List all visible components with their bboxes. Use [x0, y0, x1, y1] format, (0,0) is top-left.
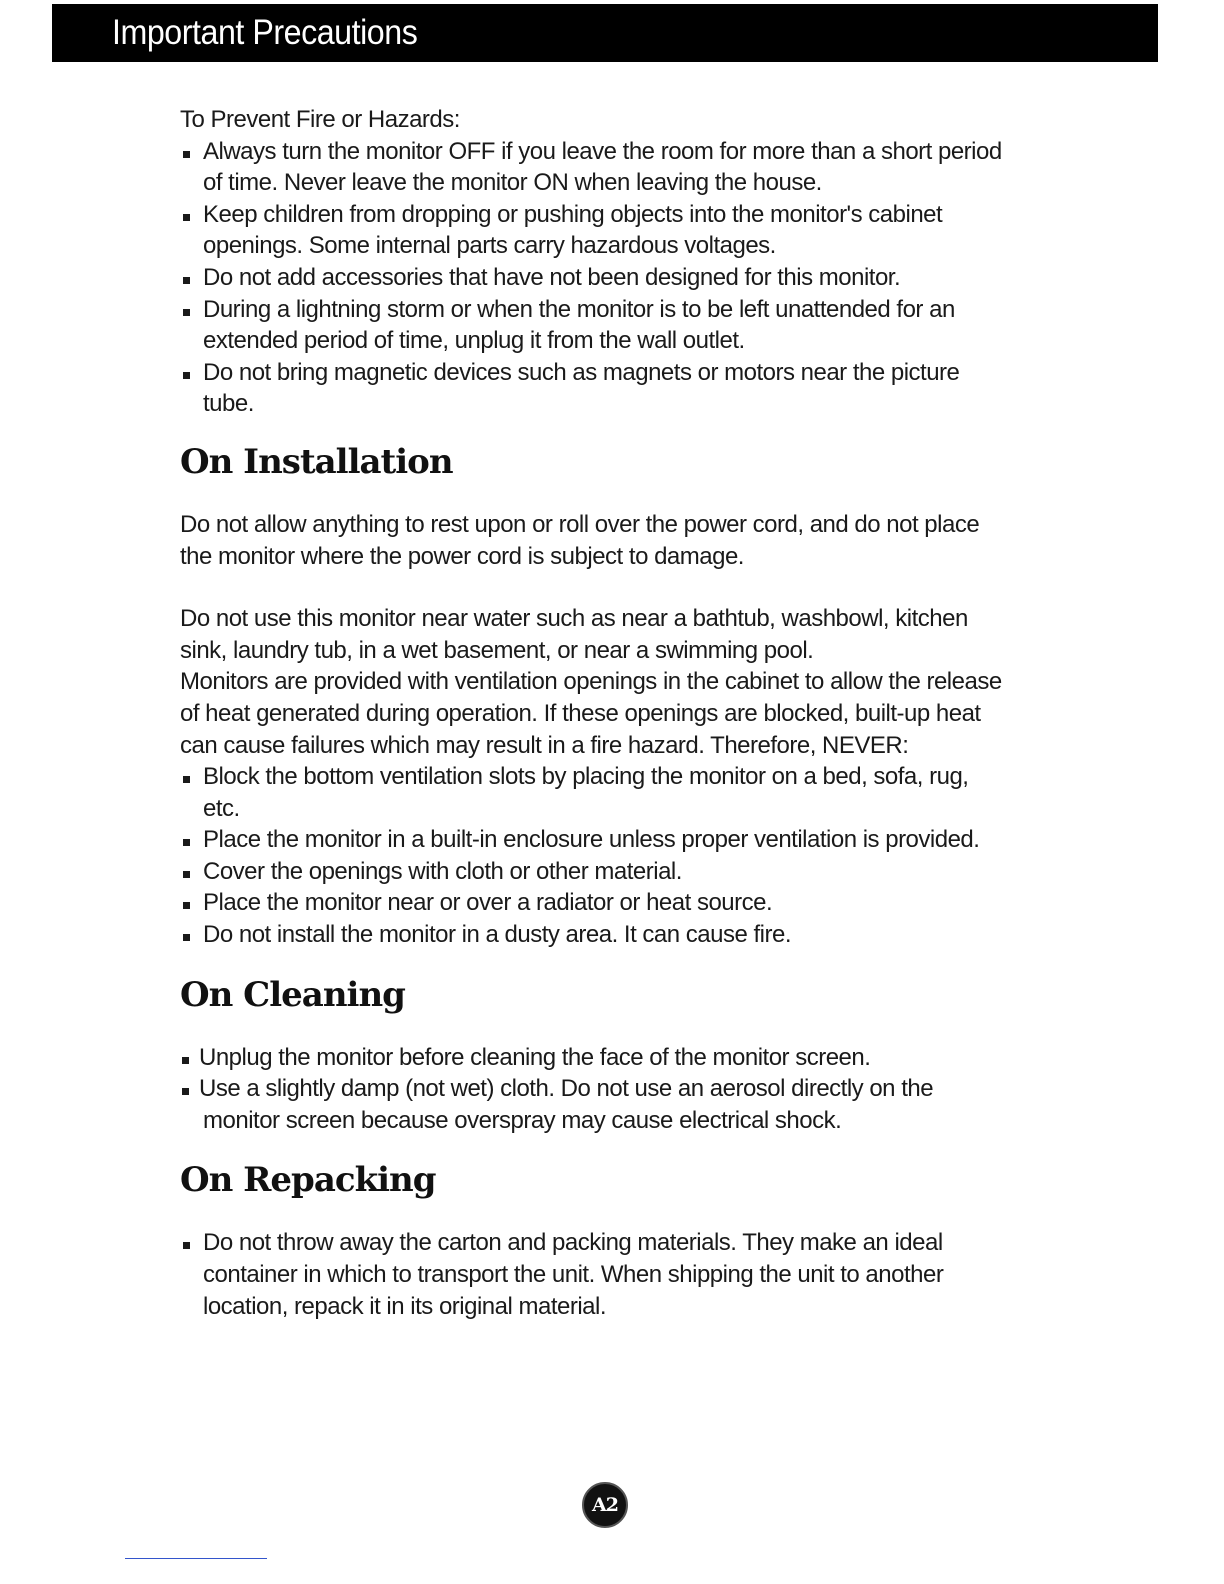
list-item-text: Cover the openings with cloth or other material. — [203, 857, 682, 885]
square-bullet-icon — [182, 1088, 189, 1095]
square-bullet-icon — [183, 902, 190, 909]
list-item — [180, 1042, 1060, 1074]
paragraph-line: Do not allow anything to rest upon or roll over the power cord, and do not place — [180, 510, 980, 538]
list-item — [180, 856, 1060, 888]
list-item — [180, 262, 1060, 294]
paragraph-line: the monitor where the power cord is subject to damage. — [180, 542, 744, 570]
list-item-text: Place the monitor near or over a radiator or heat source. — [203, 889, 773, 917]
fire-intro: To Prevent Fire or Hazards: — [180, 106, 460, 133]
list-item-text: Use a slightly damp (not wet) cloth. Do not use an aerosol directly on the — [199, 1075, 934, 1103]
square-bullet-icon — [183, 934, 190, 941]
list-item — [180, 761, 1060, 824]
paragraph-line: Monitors are provided with ventilation openings in the cabinet to allow the release — [180, 668, 1002, 696]
footer-divider — [125, 1558, 267, 1559]
list-item-text: Do not install the monitor in a dusty area. It can cause fire. — [203, 921, 791, 949]
list-item-text: location, repack it in its original material. — [203, 1292, 607, 1320]
square-bullet-icon — [182, 1057, 189, 1064]
list-item-text: Block the bottom ventilation slots by placing the monitor on a bed, sofa, rug, — [203, 763, 969, 791]
list-item — [180, 294, 1060, 357]
paragraph-line: Do not use this monitor near water such as near a bathtub, washbowl, kitchen — [180, 605, 968, 633]
cleaning-heading: On Cleaning — [180, 974, 405, 1015]
list-item-text: Do not throw away the carton and packing materials. They make an ideal — [203, 1229, 943, 1257]
square-bullet-icon — [183, 277, 190, 284]
list-item-text: During a lightning storm or when the monitor is to be left unattended for an — [203, 295, 955, 323]
square-bullet-icon — [183, 309, 190, 316]
fire-hazards-section — [180, 104, 1060, 420]
list-item — [180, 887, 1060, 919]
paragraph-line: can cause failures which may result in a fire hazard. Therefore, NEVER: — [180, 731, 909, 759]
square-bullet-icon — [183, 372, 190, 379]
square-bullet-icon — [183, 214, 190, 221]
paragraph-line: sink, laundry tub, in a wet basement, or near a swimming pool. — [180, 636, 814, 664]
page-title: Important Precautions — [112, 13, 418, 52]
list-item — [180, 919, 1060, 951]
square-bullet-icon — [183, 1242, 190, 1249]
square-bullet-icon — [183, 871, 190, 878]
list-item-text: tube. — [203, 390, 254, 418]
square-bullet-icon — [183, 776, 190, 783]
list-item — [180, 1073, 1060, 1136]
header-bar — [52, 4, 1158, 62]
cleaning-section — [180, 975, 1060, 1137]
list-item — [180, 136, 1060, 199]
list-item-text: Always turn the monitor OFF if you leave the room for more than a short period — [203, 137, 1002, 165]
list-item-text: container in which to transport the unit. When shipping the unit to another — [203, 1261, 944, 1289]
list-item-text: Keep children from dropping or pushing objects into the monitor's cabinet — [203, 200, 943, 228]
list-item — [180, 1227, 1060, 1322]
list-item-text: of time. Never leave the monitor ON when leaving the house. — [203, 169, 822, 197]
repacking-section — [180, 1160, 1060, 1322]
page-number-badge: A2 — [582, 1482, 628, 1528]
list-item-text: Unplug the monitor before cleaning the face of the monitor screen. — [199, 1043, 871, 1071]
list-item — [180, 824, 1060, 856]
list-item — [180, 357, 1060, 420]
list-item — [180, 199, 1060, 262]
list-item-text: Place the monitor in a built-in enclosure unless proper ventilation is provided. — [203, 826, 980, 854]
paragraph-line: of heat generated during operation. If these openings are blocked, built-up heat — [180, 699, 981, 727]
list-item-text: extended period of time, unplug it from the wall outlet. — [203, 327, 745, 355]
square-bullet-icon — [183, 151, 190, 158]
list-item-text: Do not bring magnetic devices such as magnets or motors near the picture — [203, 358, 960, 386]
installation-heading: On Installation — [180, 441, 453, 482]
square-bullet-icon — [183, 839, 190, 846]
list-item-text: etc. — [203, 794, 240, 822]
list-item-text: Do not add accessories that have not been designed for this monitor. — [203, 263, 901, 291]
repacking-heading: On Repacking — [180, 1160, 436, 1201]
document-body — [180, 104, 1060, 1322]
installation-section — [180, 442, 1060, 951]
list-item-text: monitor screen because overspray may cause electrical shock. — [203, 1106, 842, 1134]
list-item-text: openings. Some internal parts carry hazardous voltages. — [203, 232, 776, 260]
